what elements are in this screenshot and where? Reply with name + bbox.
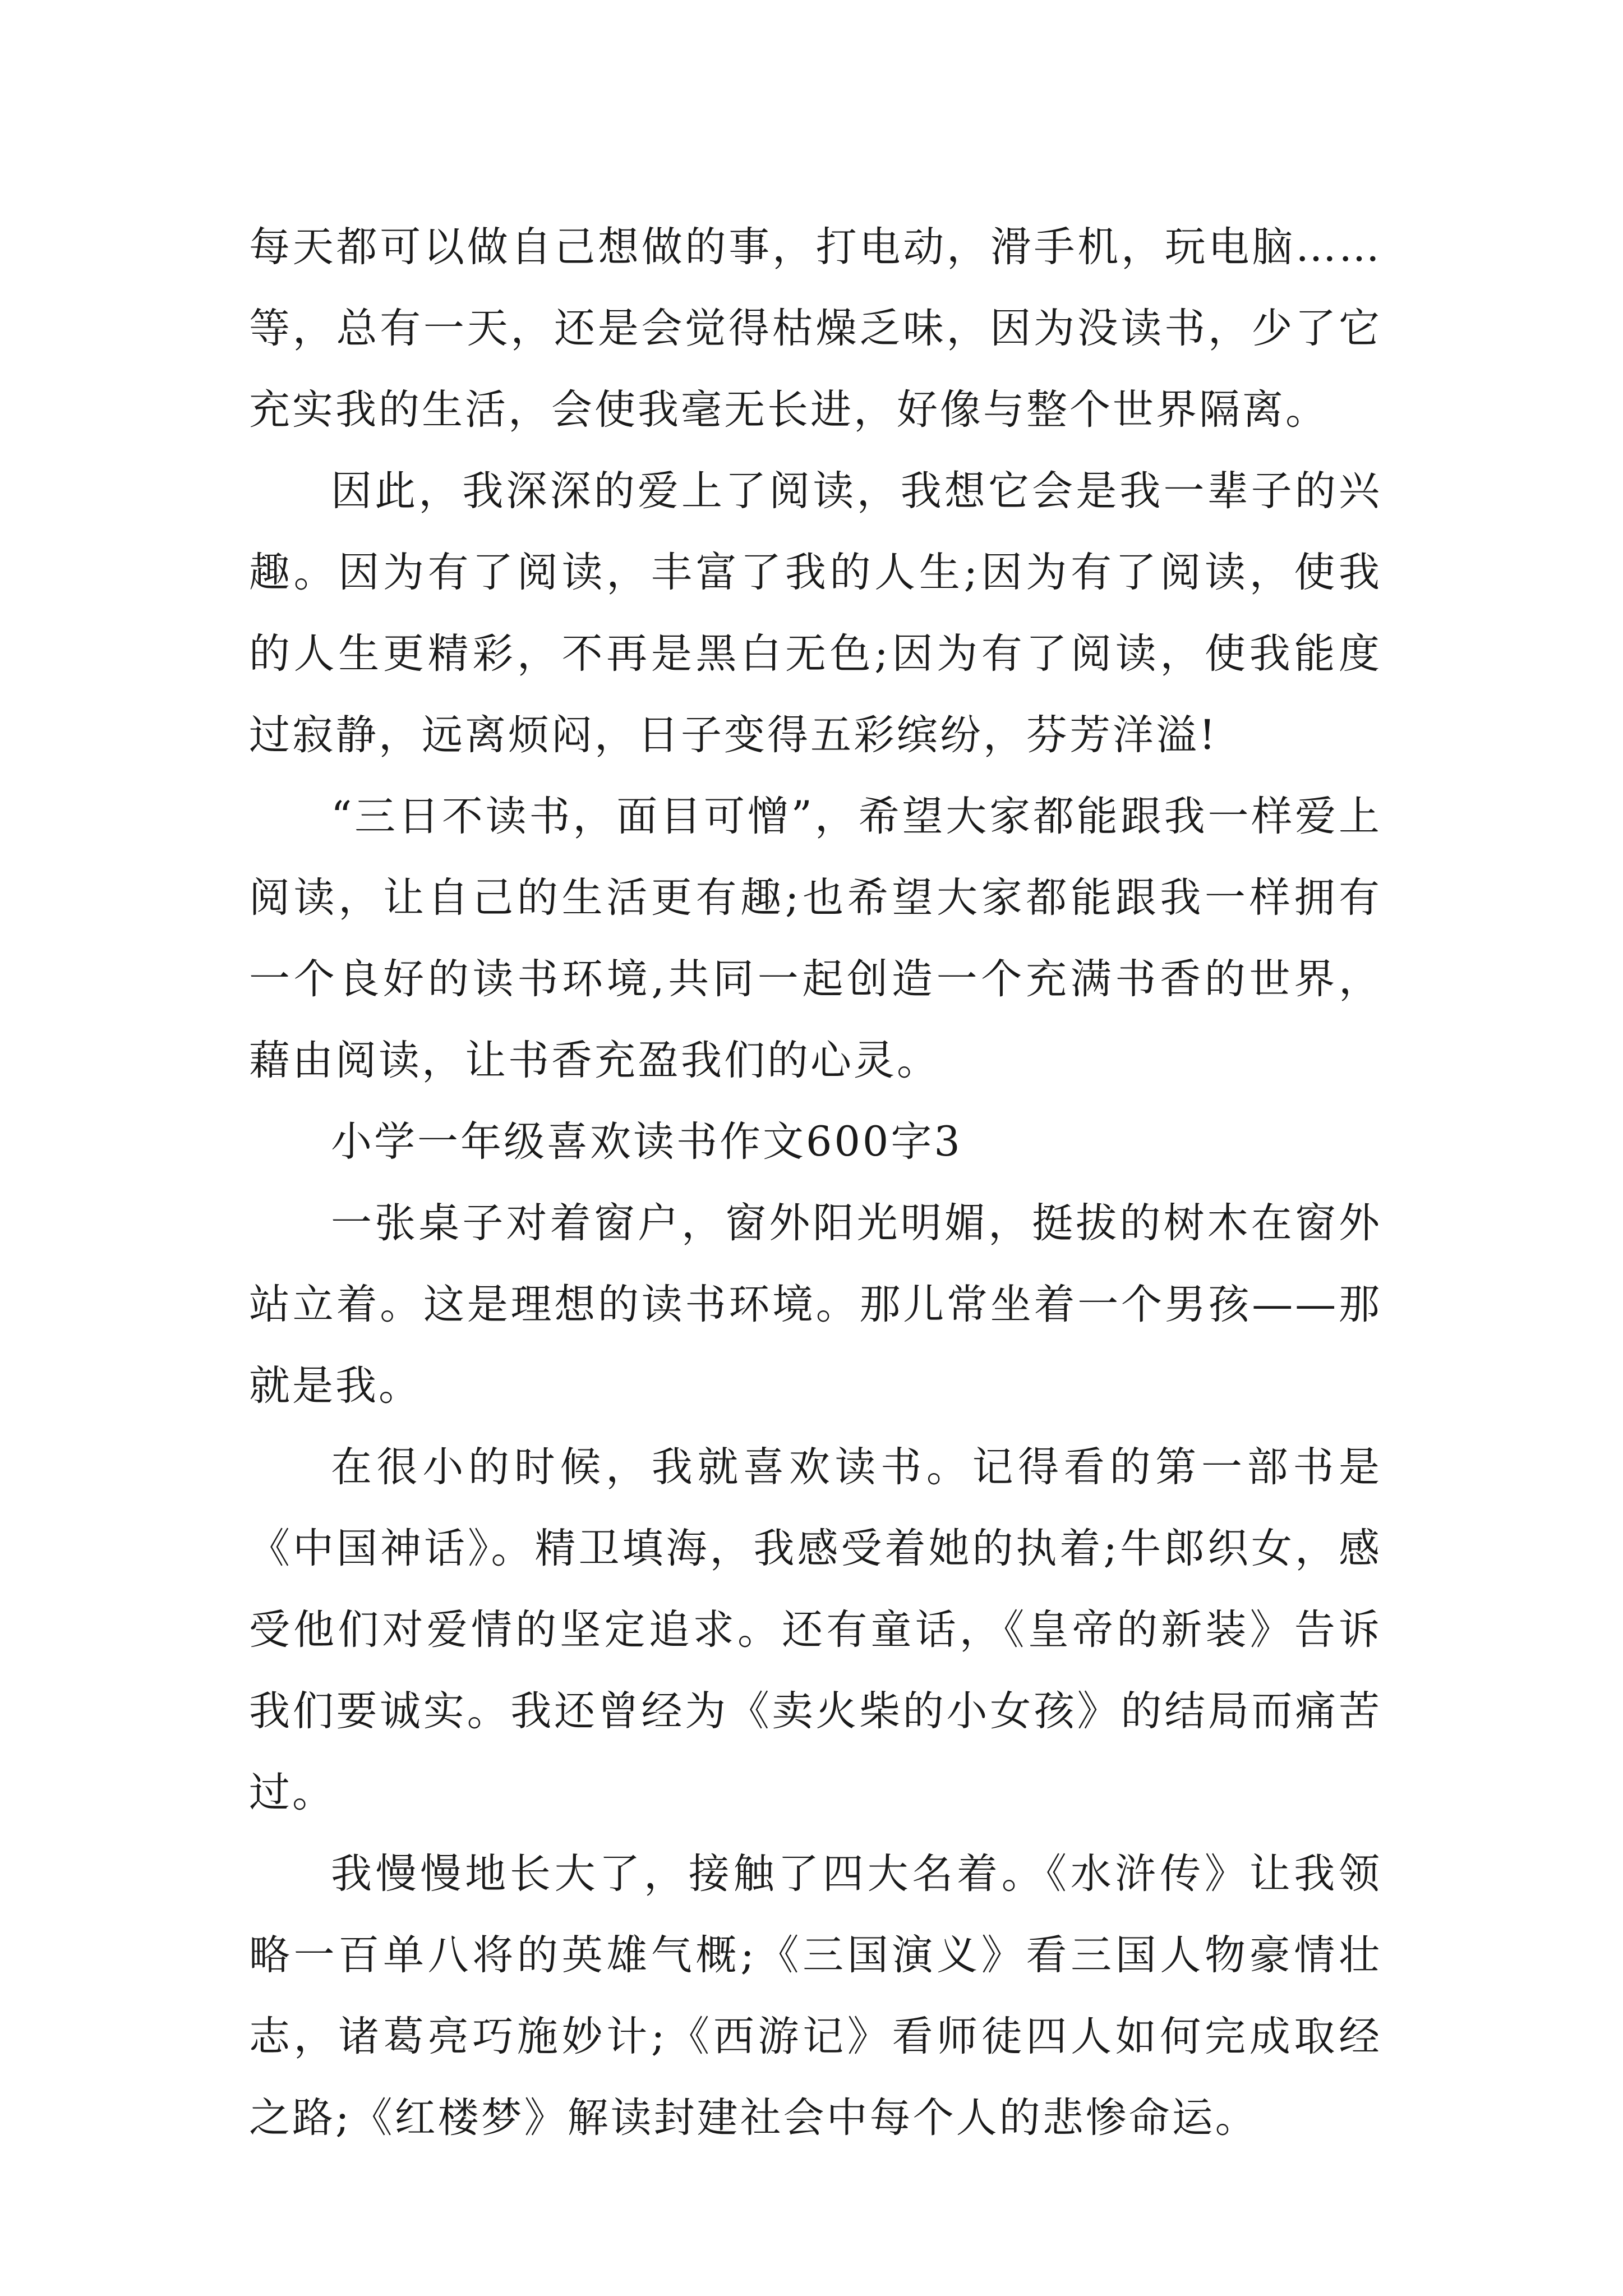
document-body [249, 206, 1382, 2159]
paragraph-1: 每天都可以做自己想做的事，打电动，滑手机，玩电脑……等，总有一天，还是会觉得枯燥乏味，因为没读书，少了它充实我的生活，会使我毫无长进，好像与整个世界隔离。 [249, 223, 1382, 434]
paragraph-3: “三日不读书，面目可憎”，希望大家都能跟我一样爱上阅读，让自己的生活更有趣;也希望大家都能跟我一样拥有一个良好的读书环境,共同一起创造一个充满书香的世界，藉由阅读，让书香充盈我们的心灵。 [249, 793, 1382, 1084]
section-heading: 小学一年级喜欢读书作文600字3 [331, 1118, 962, 1166]
paragraph-2: 因此，我深深的爱上了阅读，我想它会是我一辈子的兴趣。因为有了阅读，丰富了我的人生;因为有了阅读，使我的人生更精彩，不再是黑白无色;因为有了阅读，使我能度过寂静，远离烦闷，日子变得五彩缤纷，芬芳洋溢! [249, 467, 1382, 759]
paragraph-6: 我慢慢地长大了，接触了四大名着。《水浒传》让我领略一百单八将的英雄气概;《三国演义》看三国人物豪情壮志，诸葛亮巧施妙计;《西游记》看师徒四人如何完成取经之路;《红楼梦》解读封建社会中每个人的悲惨命运。 [249, 1850, 1382, 2142]
paragraph-5: 在很小的时候，我就喜欢读书。记得看的第一部书是《中国神话》。精卫填海，我感受着她的执着;牛郎织女，感受他们对爱情的坚定追求。还有童话，《皇帝的新装》告诉我们要诚实。我还曾经为《卖火柴的小女孩》的结局而痛苦过。 [249, 1443, 1382, 1816]
paragraph-4: 一张桌子对着窗户，窗外阳光明媚，挺拔的树木在窗外站立着。这是理想的读书环境。那儿常坐着一个男孩——那就是我。 [249, 1199, 1382, 1410]
